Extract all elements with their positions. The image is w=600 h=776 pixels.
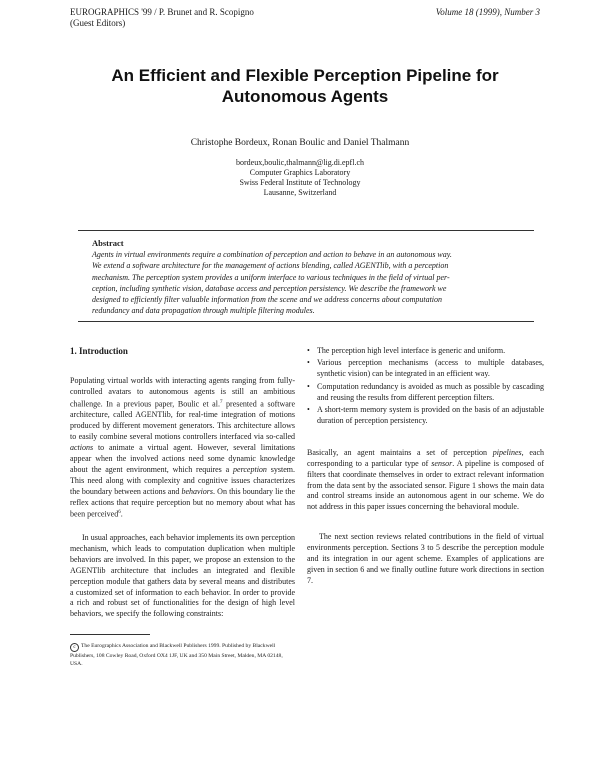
- abstract-bottom-rule: [78, 321, 534, 322]
- abstract-line: We extend a software architecture for the management of actions blending, called AGENTlib, with a perception: [92, 261, 449, 271]
- abstract-line: designed to efficiently filter valuable information from the scene and we address concerns about computation: [92, 295, 443, 305]
- abstract-line: Agents in virtual environments require a combination of perception and action to behave in an autonomous way.: [92, 250, 452, 260]
- outline-paragraph: The next section reviews related contributions in the field of virtual environments perception. Sections 3 to 5 describe the perception module and its integration in our agent scheme. Examples of applications are given in section 6 and we finally outline future work directions in section 7.: [307, 532, 544, 585]
- footnote-text: The Eurographics Association and Blackwell Publishers 1999. Published by Blackwell Publishers, 108 Cowley Road, Oxford OX4 1JF, UK and 350 Main Street, Malden, MA 02148, USA.: [70, 643, 283, 667]
- abstract-line: mechanism. The perception system provides a uniform interface to various techniques in the field of virtual per-: [92, 272, 450, 282]
- copyright-icon: c: [70, 643, 79, 652]
- institute-name: Swiss Federal Institute of Technology: [239, 178, 361, 187]
- abstract-line: ception, including synthetic vision, database access and perception persistency. We describe the framework we: [92, 283, 447, 293]
- title-line-2: Autonomous Agents: [221, 87, 389, 106]
- constraints-list: [307, 346, 544, 427]
- running-header-left: [70, 7, 300, 29]
- list-item: • The perception high level interface is generic and uniform.: [307, 346, 506, 355]
- bullet-icon: •: [307, 405, 310, 415]
- lab-name: Computer Graphics Laboratory: [249, 168, 351, 177]
- copyright-footnote: [70, 642, 295, 668]
- conference-line: EUROGRAPHICS '99 / P. Brunet and R. Scopigno: [70, 7, 254, 17]
- editors-line: (Guest Editors): [70, 18, 126, 28]
- list-item: • Computation redundancy is avoided as much as possible by cascading and reusing the results from different perception filters.: [307, 381, 544, 402]
- abstract-text: [92, 249, 522, 316]
- footnote-rule: [70, 634, 150, 635]
- bullet-icon: •: [307, 358, 310, 368]
- list-item: • Various perception mechanisms (access to multiple databases, synthetic vision) can be integrated in an efficient way.: [307, 358, 544, 379]
- affiliation-block: [70, 158, 530, 198]
- abstract: [92, 238, 522, 316]
- author-email: bordeux,boulic,thalmann@lig.di.epfl.ch: [235, 158, 364, 167]
- section-heading-introduction: 1. Introduction: [70, 346, 128, 356]
- citation-ref: 6: [118, 510, 121, 516]
- city-name: Lausanne, Switzerland: [263, 188, 337, 197]
- citation-ref: 7: [219, 399, 223, 405]
- bullet-icon: •: [307, 381, 310, 391]
- abstract-line: redundancy and data propagation through multiple filtering modules.: [92, 306, 315, 316]
- list-item: • A short-term memory system is provided on the basis of an adjustable duration of perception persistency.: [307, 405, 544, 425]
- author-list: Christophe Bordeux, Ronan Boulic and Daniel Thalmann: [190, 138, 410, 148]
- left-column: [70, 346, 295, 620]
- abstract-heading: Abstract: [92, 238, 124, 248]
- right-column: [307, 346, 544, 587]
- intro-paragraph-2: In usual approaches, each behavior implements its own perception mechanism, which leads to computation duplication when multiple behaviors are involved. In this paper, we propose an extension to the AGENTlib architecture that includes an integrated and flexible perception module that gathers data by several means and distributes a customized set of information to each behavior. In order to provide a rich and robust set of functionalities for the design of high level behaviors, we specify the following constraints:: [70, 533, 295, 619]
- intro-paragraph-1: Populating virtual worlds with interacting agents ranging from fully-controlled avatars to autonomous agents is still an ambitious challenge. In a previous paper, Boulic et al.$^7$ presented a software architecture, called AGENTlib, for real-time integration of motions produced by different movement generators. This architecture allows to easily combine several motions controllers interfaced via so-called actions to animate a virtual agent. However, several limitations appear when the involved actions need some dynamic knowledge about the agent environment, which requires a perception system. This need along with complexity and cognitive issues characterizes the boundary between actions and behaviors. On this boundary lie the reflex actions that require perception but no memory about what has been perceived$^6$.: [70, 375, 295, 520]
- paper-title: [70, 65, 540, 107]
- pipeline-paragraph: Basically, an agent maintains a set of perception pipelines, each corresponding to a particular type of sensor. A pipeline is composed of filters that coordinate themselves in order to extract relevant information from the data sent by the associated sensor. Figure 1 shows the main data and control streams inside an autonomous agent in our scheme. We do not address in this paper issues concerning the behavioral module.: [307, 447, 545, 512]
- abstract-top-rule: [78, 230, 534, 231]
- bullet-icon: •: [307, 346, 310, 355]
- running-header-right: Volume 18 (1999), Number 3: [435, 7, 540, 17]
- title-line-1: An Efficient and Flexible Perception Pipeline for: [111, 66, 499, 85]
